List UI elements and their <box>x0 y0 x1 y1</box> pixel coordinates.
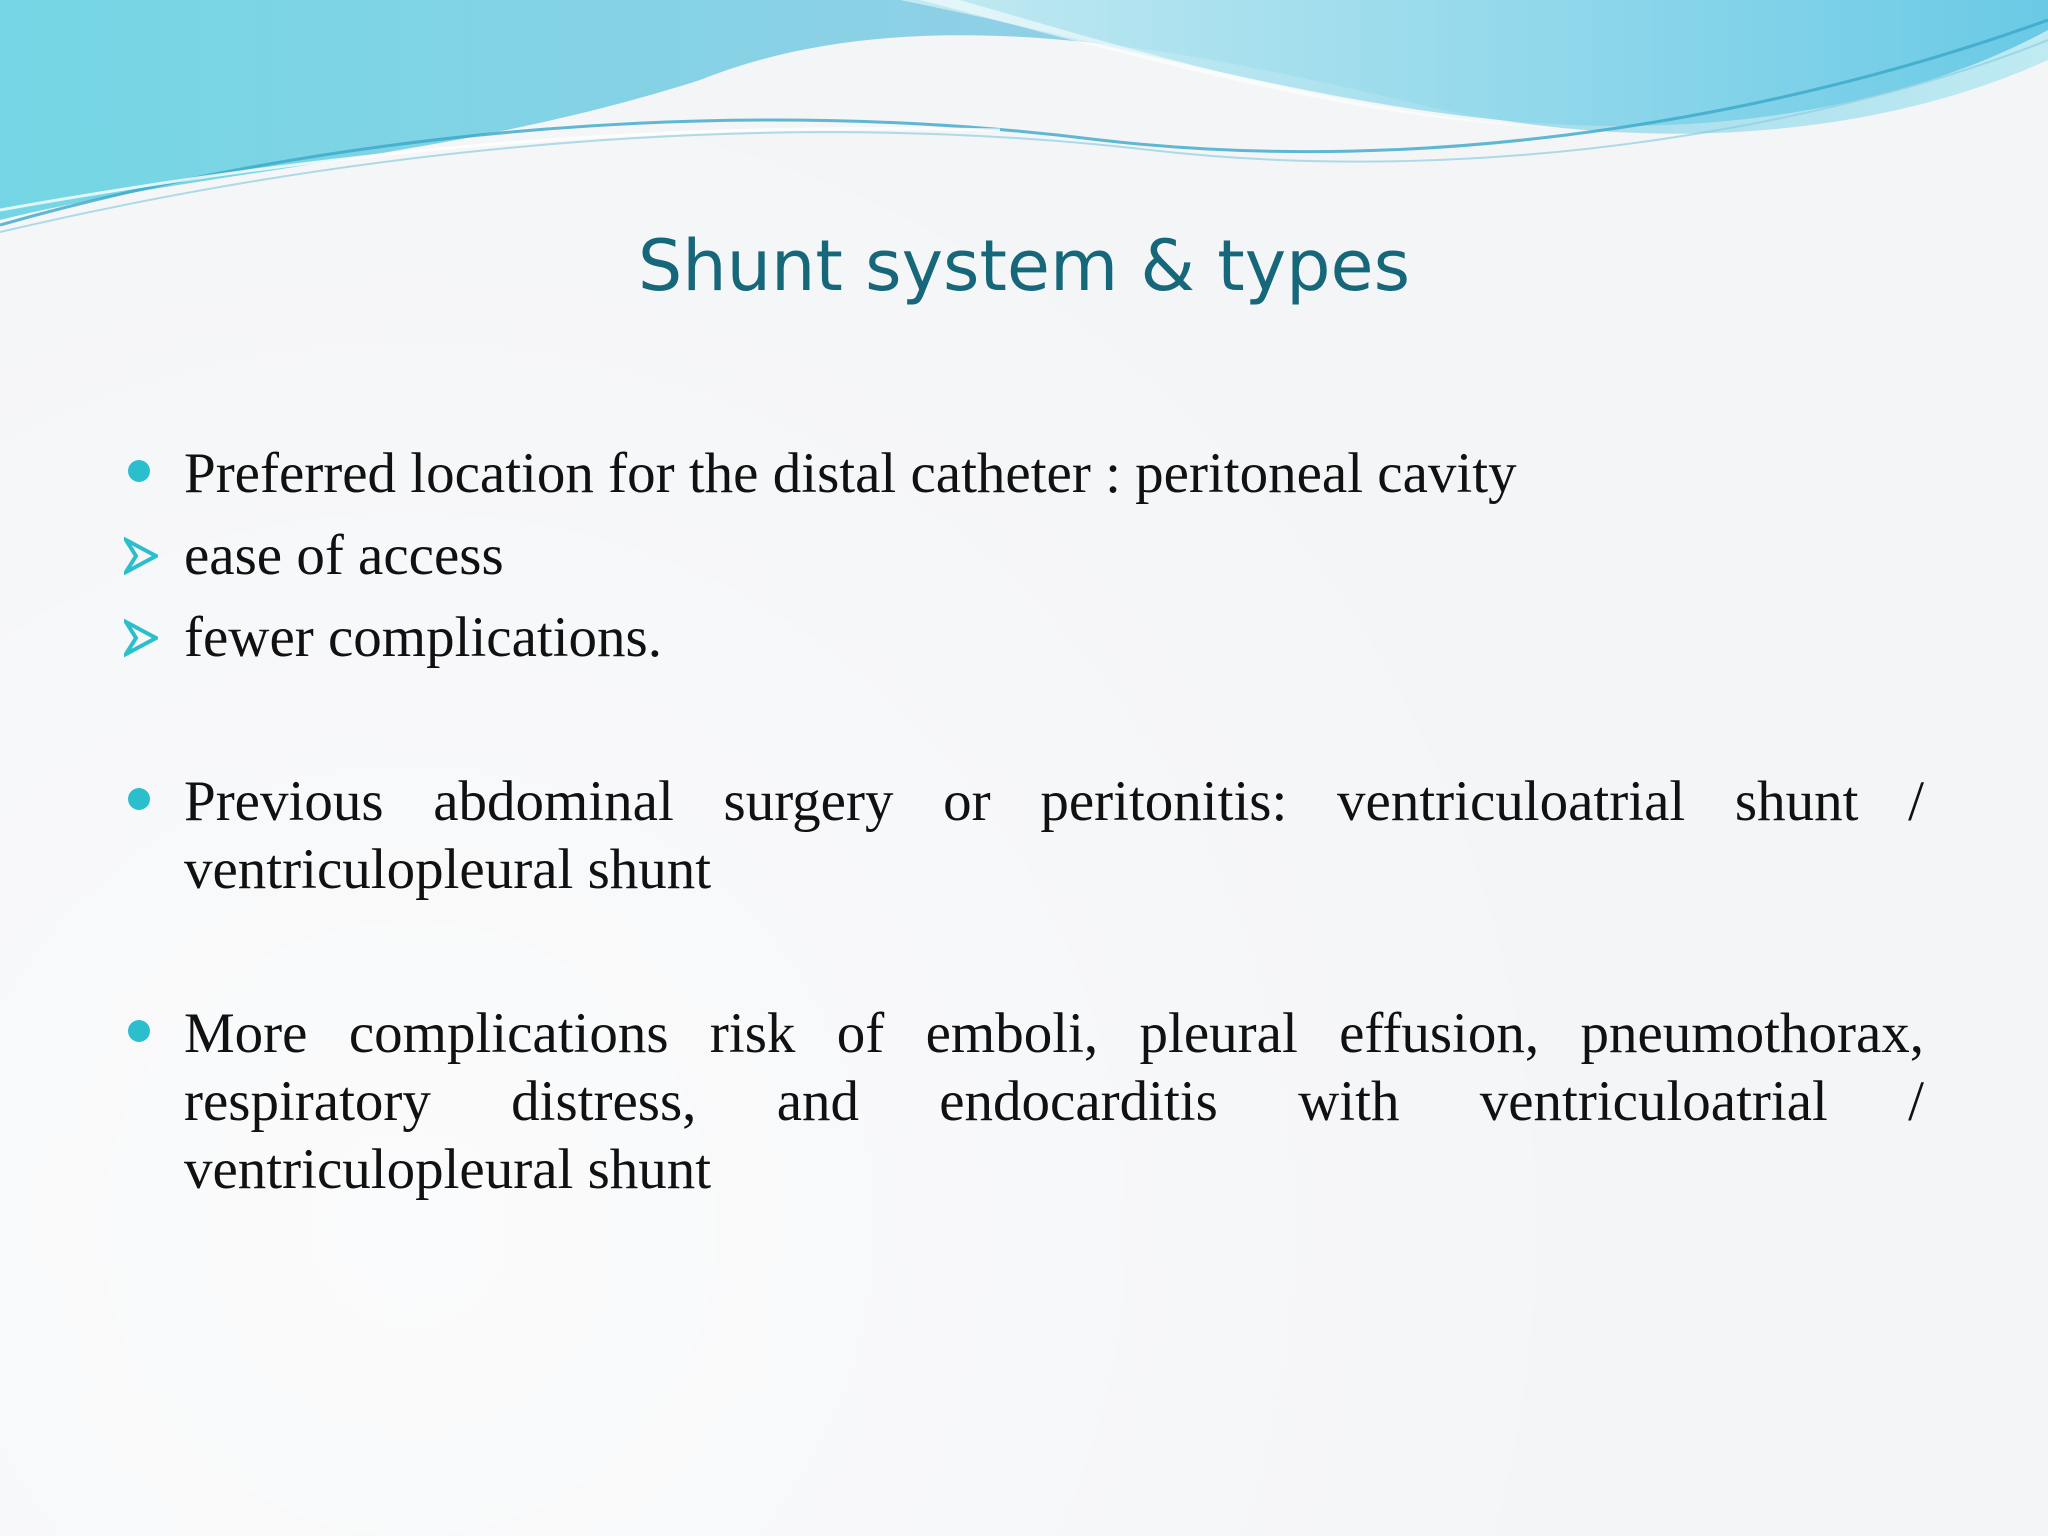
list-item <box>128 768 1924 904</box>
bullet-icon <box>128 460 150 482</box>
bullet-icon <box>128 1020 150 1042</box>
list-item <box>128 440 1924 508</box>
list-item <box>128 522 1924 590</box>
list-item-text: ease of access <box>184 524 504 587</box>
list-item-text: Previous abdominal surgery or peritonitis: ventriculoatrial shunt / ventriculopleural shunt <box>184 770 1924 901</box>
arrow-bullet-icon <box>124 536 158 576</box>
slide-title: Shunt system & types <box>637 225 1411 307</box>
list-item-text: More complications risk of emboli, pleural effusion, pneumothorax, respiratory distress, and endocarditis with ventriculoatrial / ventriculopleural shunt <box>184 1002 1924 1201</box>
bullet-icon <box>128 788 150 810</box>
list-item <box>128 604 1924 672</box>
list-item-text: fewer complications. <box>184 606 662 669</box>
header-wave-decoration <box>0 0 2048 240</box>
list-item <box>128 1000 1924 1204</box>
slide-content <box>128 440 1924 1204</box>
list-item-text: Preferred location for the distal catheter : peritoneal cavity <box>184 442 1517 505</box>
arrow-bullet-icon <box>124 618 158 658</box>
